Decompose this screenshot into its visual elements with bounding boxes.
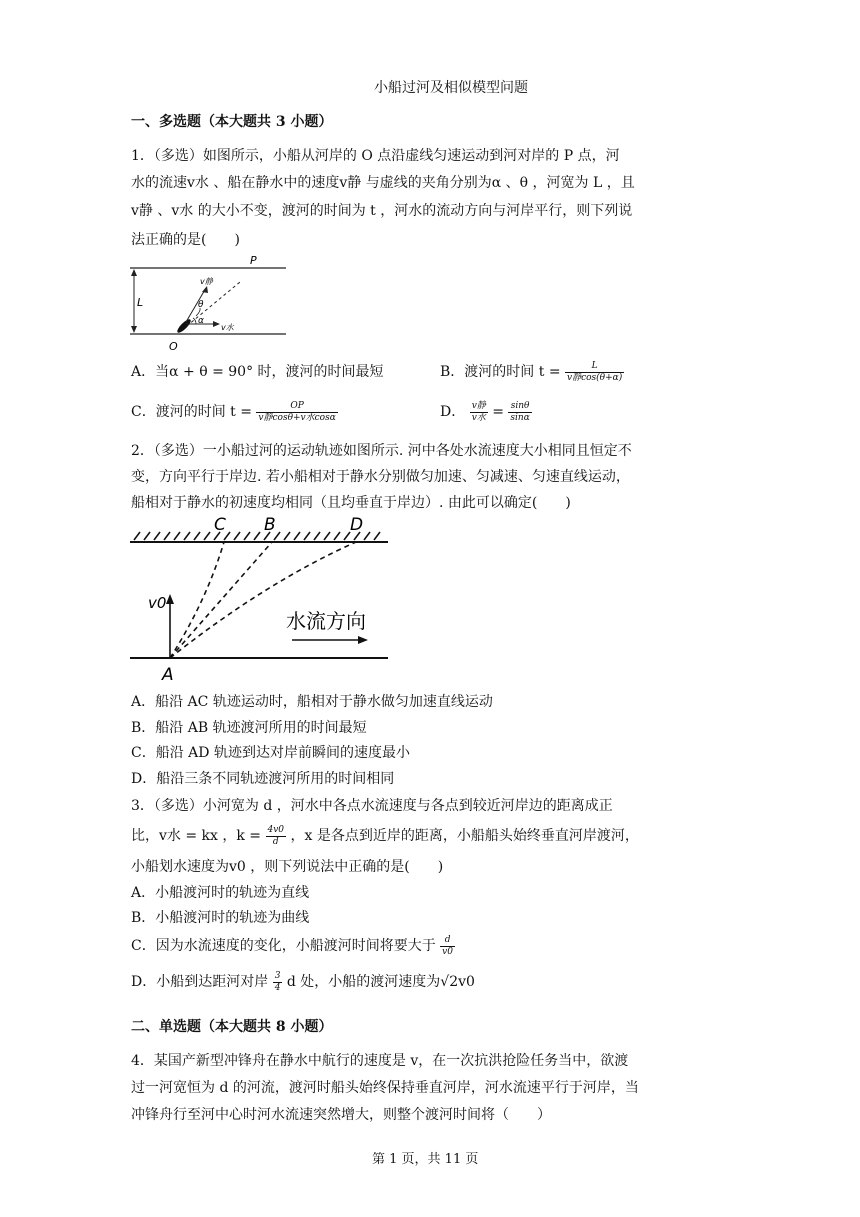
q3-k-fraction: $\frac{4v0}{d}$ <box>267 824 285 847</box>
q2-option-a: A．船沿 AC 轨迹运动时，船相对于静水做匀加速直线运动 <box>131 694 493 710</box>
q1-line2: 水的流速v水 、船在静水中的速度v静 与虚线的夹角分别为α 、θ ，河宽为 L ，且 <box>131 175 635 191</box>
q2-line1: 2．（多选）一小船过河的运动轨迹如图所示. 河中各处水流速度大小相同且恒定不 <box>131 443 632 459</box>
q4-line3: 冲锋舟行至河中心时河水流速突然增大，则整个渡河时间将（ ） <box>131 1107 551 1123</box>
q2-option-c: C．船沿 AD 轨迹到达对岸前瞬间的速度最小 <box>131 745 410 761</box>
q3-option-c <box>131 932 455 960</box>
q3-option-d <box>131 968 475 996</box>
q3-line2-a: 比，v水 = kx ，k = <box>131 828 262 844</box>
section-heading-single-choice: 二、单选题（本大题共 8 小题） <box>131 1019 333 1035</box>
section-heading-multi-choice: 一、多选题（本大题共 3 小题） <box>131 114 333 130</box>
q2-flow-label: 水流方向 <box>286 609 366 633</box>
page-footer: 第 1 页，共 11 页 <box>372 1152 479 1167</box>
q1-option-b <box>440 358 624 386</box>
q1-line4: 法正确的是( ) <box>131 232 240 248</box>
q4-line2: 过一河宽恒为 d 的河流，渡河时船头始终保持垂直河岸，河水流速平行于河岸，当 <box>131 1080 639 1096</box>
q4-line1: 4．某国产新型冲锋舟在静水中航行的速度是 v，在一次抗洪抢险任务当中，欲渡 <box>131 1053 629 1069</box>
q1-label-P: P <box>250 254 257 267</box>
q1-option-d-left-fraction: $\frac{\text{v静}}{\text{v水}}$ <box>471 400 486 423</box>
q2-label-B: B <box>264 515 276 535</box>
q1-option-b-fraction: $\frac{L}{\text{v静cos(θ+α)}}$ <box>567 360 623 383</box>
q1-label-theta: θ <box>198 300 204 310</box>
q2-label-v0: v0 <box>148 594 167 612</box>
q1-line1: 1．（多选）如图所示，小船从河岸的 O 点沿虚线匀速运动到河对岸的 P 点，河 <box>131 148 620 164</box>
q1-option-c-fraction: $\frac{OP}{\text{v静cosθ+v水cosα}}$ <box>258 400 336 423</box>
q1-river-figure <box>126 250 296 360</box>
q3-option-d-a: D．小船到达距河对岸 <box>131 974 269 990</box>
q1-label-alpha: α <box>198 316 204 326</box>
q2-label-D: D <box>350 515 364 535</box>
q3-option-c-fraction: $\frac{d}{v0}$ <box>442 934 453 957</box>
q2-label-A: A <box>162 665 174 684</box>
q1-option-d-right-fraction: $\frac{\sin\theta}{\sin\alpha}$ <box>510 400 530 423</box>
q3-option-a: A．小船渡河时的轨迹为直线 <box>131 885 310 901</box>
q3-option-b: B．小船渡河时的轨迹为曲线 <box>131 910 310 926</box>
q3-line2 <box>131 822 639 850</box>
q2-option-d: D．船沿三条不同轨迹渡河所用的时间相同 <box>131 771 395 787</box>
q3-line2-b: ，x 是各点到近岸的距离，小船船头始终垂直河岸渡河， <box>290 828 639 844</box>
q2-option-b: B．船沿 AB 轨迹渡河所用的时间最短 <box>131 720 367 736</box>
q1-option-d-text: D． <box>440 404 466 420</box>
q1-option-c <box>131 398 338 426</box>
q1-option-c-text: C．渡河的时间 t = <box>131 404 252 420</box>
q1-label-vstill: v静 <box>200 277 213 286</box>
q3-option-d-fraction: $\frac{3}{4}$ <box>274 970 281 993</box>
q3-line1: 3．（多选）小河宽为 d ，河水中各点水流速度与各点到较近河岸边的距离成正 <box>131 798 613 814</box>
q1-option-a: A．当α + θ = 90° 时，渡河的时间最短 <box>131 364 384 380</box>
q1-line3: v静 、v水 的大小不变，渡河的时间为 t ，河水的流动方向与河岸平行，则下列说 <box>131 203 633 219</box>
q1-option-d: D． $\frac{\text{v静}}{\text{v水}}$ = $\frac{\sin\theta}{\sin\alpha}$ <box>440 400 530 423</box>
q1-label-vwater: v水 <box>221 323 234 332</box>
q1-label-L: L <box>137 296 144 309</box>
page-title: 小船过河及相似模型问题 <box>374 80 528 96</box>
q2-line3: 船相对于静水的初速度均相同（且均垂直于岸边）. 由此可以确定( ) <box>131 495 571 511</box>
q3-line3: 小船划水速度为v0 ，则下列说法中正确的是( ) <box>131 859 444 875</box>
q3-option-c-text: C．因为水流速度的变化，小船渡河时间将要大于 <box>131 938 436 954</box>
q2-trajectory-figure <box>126 512 392 684</box>
q2-line2: 变，方向平行于岸边. 若小船相对于静水分别做匀加速、匀减速、匀速直线运动， <box>131 469 630 485</box>
q1-option-b-text: B．渡河的时间 t = <box>440 364 561 380</box>
q1-label-O: O <box>169 340 178 353</box>
q3-option-d-b: d 处，小船的渡河速度为√2v0 <box>286 974 475 990</box>
q2-label-C: C <box>214 515 226 535</box>
